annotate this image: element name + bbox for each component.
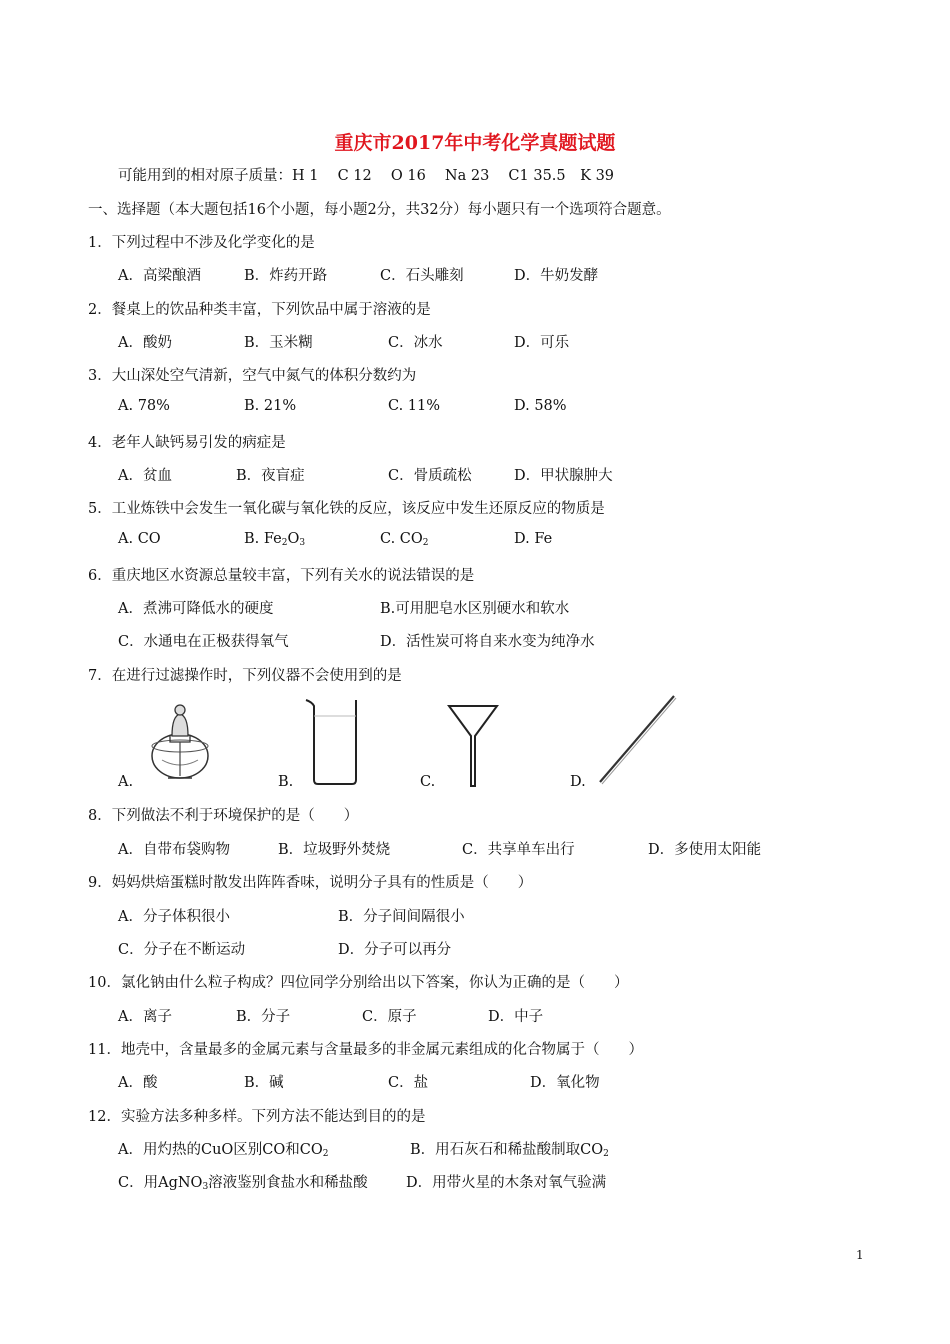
option: A．酸 <box>118 1075 158 1091</box>
question-stem: 12．实验方法多种多样。下列方法不能达到目的的是 <box>88 1109 426 1125</box>
option: C．水通电在正极获得氧气 <box>118 634 289 650</box>
question-stem: 3．大山深处空气清新，空气中氮气的体积分数约为 <box>88 368 417 384</box>
question-stem: 2．餐桌上的饮品种类丰富，下列饮品中属于溶液的是 <box>88 302 431 318</box>
option: A．酸奶 <box>118 335 172 351</box>
option: B. <box>278 774 294 790</box>
option: C．盐 <box>388 1075 429 1091</box>
option: A．贫血 <box>118 468 172 484</box>
option: D．多使用太阳能 <box>648 842 762 858</box>
option: C．骨质疏松 <box>388 468 472 484</box>
option: A．自带布袋购物 <box>118 842 230 858</box>
option: B．夜盲症 <box>236 468 305 484</box>
option: D. Fe <box>514 531 553 547</box>
page-number: 1 <box>856 1248 864 1262</box>
option: A．用灼热的CuO区别CO和$CO_2$ <box>118 1142 329 1159</box>
option: B．炸药开路 <box>244 268 328 284</box>
option: B.可用肥皂水区别硬水和软水 <box>380 601 570 617</box>
option: C. 11% <box>388 398 441 414</box>
option: D．中子 <box>488 1009 544 1025</box>
question-stem: 1．下列过程中不涉及化学变化的是 <box>88 235 315 251</box>
page-title: 重庆市2017年中考化学真题试题 <box>334 132 616 154</box>
atomic-masses: 可能用到的相对原子质量：H 1 C 12 O 16 Na 23 C1 35.5 K 39 <box>118 168 615 184</box>
option: C．用AgNO$_3$溶液鉴别食盐水和稀盐酸 <box>118 1175 368 1192</box>
funnel-image <box>445 696 501 788</box>
option: D. <box>570 774 586 790</box>
question-stem: 7．在进行过滤操作时，下列仪器不会使用到的是 <box>88 668 402 684</box>
option: D．氧化物 <box>530 1075 600 1091</box>
option: D．甲状腺肿大 <box>514 468 613 484</box>
option: D．活性炭可将自来水变为纯净水 <box>380 634 595 650</box>
option: A．煮沸可降低水的硬度 <box>118 601 274 617</box>
option: A. 78% <box>118 398 170 414</box>
question-stem: 5．工业炼铁中会发生一氧化碳与氧化铁的反应，该反应中发生还原反应的物质是 <box>88 501 605 517</box>
option: B．玉米糊 <box>244 335 313 351</box>
option: B. $Fe_2O_3$ <box>244 531 306 548</box>
section-heading: 一、选择题（本大题包括16个小题，每小题2分，共32分）每小题只有一个选项符合题意。 <box>88 202 671 218</box>
question-stem: 9．妈妈烘焙蛋糕时散发出阵阵香味，说明分子具有的性质是（ ） <box>88 875 533 891</box>
question-stem: 4．老年人缺钙易引发的病症是 <box>88 435 286 451</box>
option: C．分子在不断运动 <box>118 942 246 958</box>
option: C. $CO_2$ <box>380 531 429 548</box>
option: C．共享单车出行 <box>462 842 575 858</box>
beaker-image <box>302 696 366 788</box>
option: D．牛奶发酵 <box>514 268 599 284</box>
option: B．分子间间隔很小 <box>338 909 465 925</box>
question-stem: 11．地壳中，含量最多的金属元素与含量最多的非金属元素组成的化合物属于（ ） <box>88 1042 643 1058</box>
glass-rod-image <box>592 690 682 788</box>
option: B．分子 <box>236 1009 291 1025</box>
option: A．离子 <box>118 1009 172 1025</box>
option: B．碱 <box>244 1075 284 1091</box>
question-stem: 8．下列做法不利于环境保护的是（ ） <box>88 808 359 824</box>
option: D．用带火星的木条对氧气验满 <box>406 1175 607 1191</box>
option: A. <box>118 774 134 790</box>
option: B. 21% <box>244 398 297 414</box>
option: A．分子体积很小 <box>118 909 230 925</box>
option: C．石头雕刻 <box>380 268 464 284</box>
question-stem: 10．氯化钠由什么粒子构成？四位同学分别给出以下答案，你认为正确的是（ ） <box>88 975 629 991</box>
question-stem: 6．重庆地区水资源总量较丰富，下列有关水的说法错误的是 <box>88 568 475 584</box>
option: D．可乐 <box>514 335 570 351</box>
option: A．高梁酿酒 <box>118 268 201 284</box>
alcohol-lamp-image <box>140 696 220 788</box>
option: B．用石灰石和稀盐酸制取$CO_2$ <box>410 1142 609 1159</box>
option: C．冰水 <box>388 335 443 351</box>
option: D．分子可以再分 <box>338 942 452 958</box>
option: C．原子 <box>362 1009 417 1025</box>
option: D. 58% <box>514 398 567 414</box>
option: A. CO <box>118 531 161 547</box>
option: C. <box>420 774 436 790</box>
option: B．垃圾野外焚烧 <box>278 842 391 858</box>
